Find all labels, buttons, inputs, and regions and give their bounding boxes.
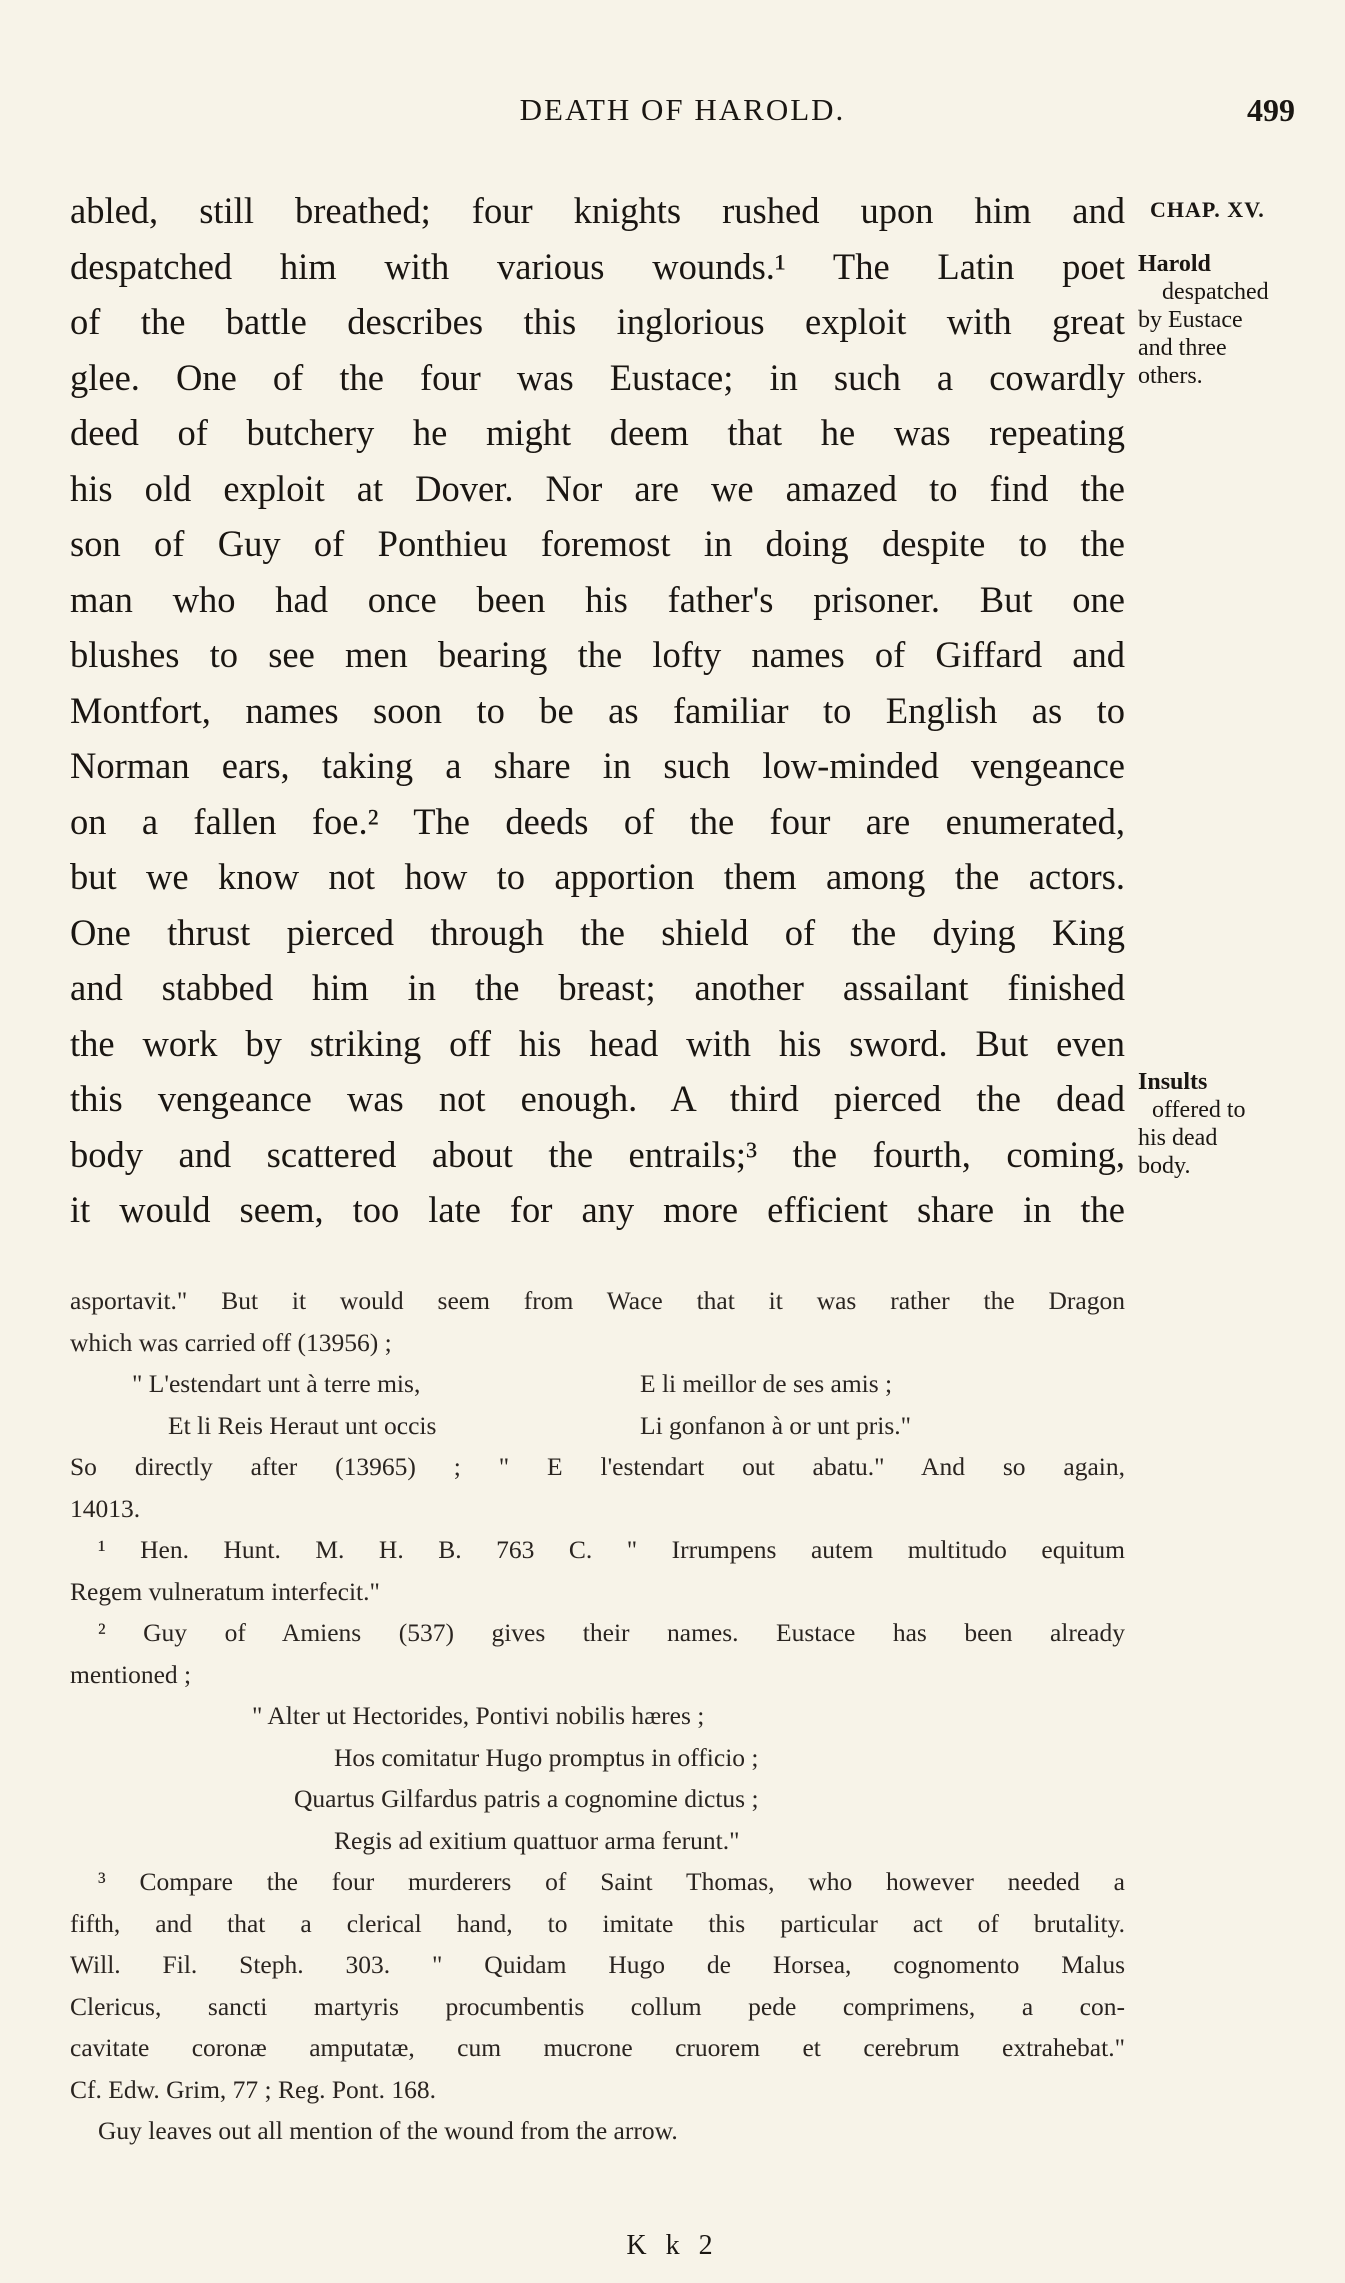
- footnote-verse: Quartus Gilfardus patris a cognomine dictus ;: [294, 1784, 759, 1813]
- chapter-mark: CHAP. XV.: [1150, 197, 1265, 222]
- sidenote-line: offered to: [1152, 1097, 1246, 1123]
- verse-left: " L'estendart unt à terre mis,: [132, 1369, 421, 1398]
- sidenote-insults: [1138, 1068, 1338, 1180]
- footnote-line: 14013.: [70, 1493, 141, 1523]
- verse-left: Et li Reis Heraut unt occis: [168, 1410, 437, 1440]
- footnote-line: Clericus, sancti martyris procumbentis collum pede comprimens, a con-: [70, 1991, 1125, 2021]
- text-line: Montfort, names soon to be as familiar to English as to: [70, 689, 1125, 731]
- footnote-1: ¹ Hen. Hunt. M. H. B. 763 C. " Irrumpens autem multitudo equitum: [98, 1535, 1125, 1564]
- text-line: One thrust pierced through the shield of the dying King: [70, 911, 1125, 953]
- footnote-3: ³ Compare the four murderers of Saint Thomas, who however needed a: [98, 1867, 1125, 1896]
- sidenote-line: others.: [1138, 363, 1203, 389]
- footnotes: [70, 1280, 1125, 2152]
- footnote-line: So directly after (13965) ; " E l'estendart out abatu." And so again,: [70, 1452, 1125, 1481]
- sidenote-line: by Eustace: [1138, 307, 1243, 333]
- footnote-verse: Regis ad exitium quattuor arma ferunt.": [334, 1825, 740, 1855]
- verse-right: Li gonfanon à or unt pris.": [640, 1410, 912, 1440]
- main-text: [70, 183, 1125, 1238]
- sidenote-line: his dead: [1138, 1125, 1218, 1151]
- running-title: DEATH OF HAROLD.: [519, 92, 846, 127]
- footnote-line: mentioned ;: [70, 1659, 192, 1689]
- sidenote-line: Insults: [1138, 1069, 1208, 1095]
- footnote-2: ² Guy of Amiens (537) gives their names. Eustace has been already: [98, 1618, 1125, 1647]
- text-line: body and scattered about the entrails;³ the fourth, coming,: [70, 1133, 1125, 1175]
- footnote-verse: Hos comitatur Hugo promptus in officio ;: [334, 1742, 759, 1772]
- footnote-line: fifth, and that a clerical hand, to imitate this particular act of brutality.: [70, 1908, 1125, 1938]
- text-line: but we know not how to apportion them among the actors.: [70, 856, 1125, 897]
- footnote-line: cavitate coronæ amputatæ, cum mucrone cruorem et cerebrum extrahebat.": [70, 2033, 1125, 2062]
- footnote-line: Will. Fil. Steph. 303. " Quidam Hugo de Horsea, cognomento Malus: [70, 1950, 1125, 1979]
- text-line: deed of butchery he might deem that he was repeating: [70, 412, 1125, 453]
- footnote-line: which was carried off (13956) ;: [70, 1327, 392, 1357]
- footnote-verse: [70, 1405, 1125, 1447]
- footnote-line: Regem vulneratum interfecit.": [70, 1576, 380, 1606]
- text-line: of the battle describes this inglorious exploit with great: [70, 301, 1125, 342]
- text-line: man who had once been his father's prisoner. But one: [70, 578, 1125, 620]
- text-line: blushes to see men bearing the lofty names of Giffard and: [70, 634, 1125, 675]
- text-line: abled, still breathed; four knights rushed upon him and: [70, 190, 1125, 231]
- sidenote-harold-despatched: [1138, 250, 1338, 390]
- sidenote-line: Harold: [1138, 251, 1211, 277]
- footnote-verse: [70, 1363, 1125, 1405]
- text-line: and stabbed him in the breast; another assailant finished: [70, 967, 1125, 1008]
- sidenote-line: despatched: [1162, 279, 1269, 305]
- sidenote-line: and three: [1138, 335, 1227, 361]
- text-line: his old exploit at Dover. Nor are we amazed to find the: [70, 467, 1125, 509]
- text-line: on a fallen foe.² The deeds of the four are enumerated,: [70, 800, 1125, 842]
- footnote-line: Guy leaves out all mention of the wound from the arrow.: [98, 2116, 678, 2145]
- footnote-verse: " Alter ut Hectorides, Pontivi nobilis hæres ;: [252, 1701, 705, 1730]
- verse-right: E li meillor de ses amis ;: [640, 1369, 893, 1398]
- text-line: this vengeance was not enough. A third pierced the dead: [70, 1078, 1125, 1119]
- footnote-line: Cf. Edw. Grim, 77 ; Reg. Pont. 168.: [70, 2074, 436, 2104]
- text-line: despatched him with various wounds.¹ The Latin poet: [70, 245, 1125, 287]
- text-line: glee. One of the four was Eustace; in such a cowardly: [70, 356, 1125, 398]
- sidenote-line: body.: [1138, 1153, 1191, 1179]
- text-line: the work by striking off his head with his sword. But even: [70, 1022, 1125, 1064]
- footnote-line: asportavit." But it would seem from Wace that it was rather the Dragon: [70, 1286, 1125, 1315]
- running-head: [70, 92, 1295, 134]
- text-line: son of Guy of Ponthieu foremost in doing despite to the: [70, 523, 1125, 564]
- text-line: Norman ears, taking a share in such low-minded vengeance: [70, 745, 1125, 786]
- signature-mark: K k 2: [626, 2230, 719, 2261]
- page-number: 499: [1247, 92, 1295, 128]
- text-line: it would seem, too late for any more efficient share in the: [70, 1189, 1125, 1230]
